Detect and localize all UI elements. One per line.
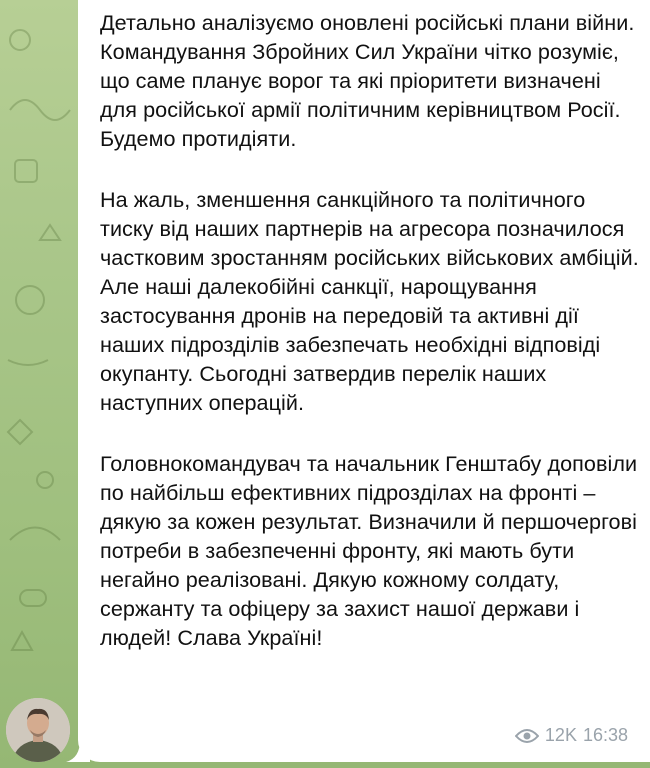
views-count: 12K	[544, 725, 577, 745]
message-paragraph-3: Головнокомандувач та начальник Генштабу доповіли по найбільш ефективних підрозділах на фронті – дякую за кожен результат. Визначили й першочергові потреби в забезпеченні фронту, які мають бути негайно реалізовані. Дякую кожному солдату, сержанту та офіцеру за захист нашої держави і людей! Слава Україні!	[100, 451, 638, 650]
message-text	[100, 8, 640, 652]
avatar-image	[6, 698, 70, 762]
chat-wallpaper-pattern	[0, 0, 90, 768]
message-paragraph-1: Детально аналізуємо оновлені російські плани війни. Командування Збройних Сил України чітко розуміє, що саме планує ворог та які пріоритети визначені для російської армії політичним керівництвом Росії. Будемо протидіяти.	[100, 10, 635, 151]
message-time: 16:38	[582, 725, 628, 745]
message-paragraph-2: На жаль, зменшення санкційного та політичного тиску від наших партнерів на агресора позначилося частковим зростанням російських військових амбіцій. Але наші далекобійні санкції, нарощування застосування дронів на передовій та активні дії наших підрозділів забезпечать необхідні відповіді окупанту. Сьогодні затвердив перелік наших наступних операцій.	[100, 187, 639, 415]
message-meta	[515, 725, 628, 746]
bubble-tail	[66, 740, 90, 762]
avatar[interactable]	[6, 698, 70, 762]
eye-icon	[515, 728, 539, 744]
